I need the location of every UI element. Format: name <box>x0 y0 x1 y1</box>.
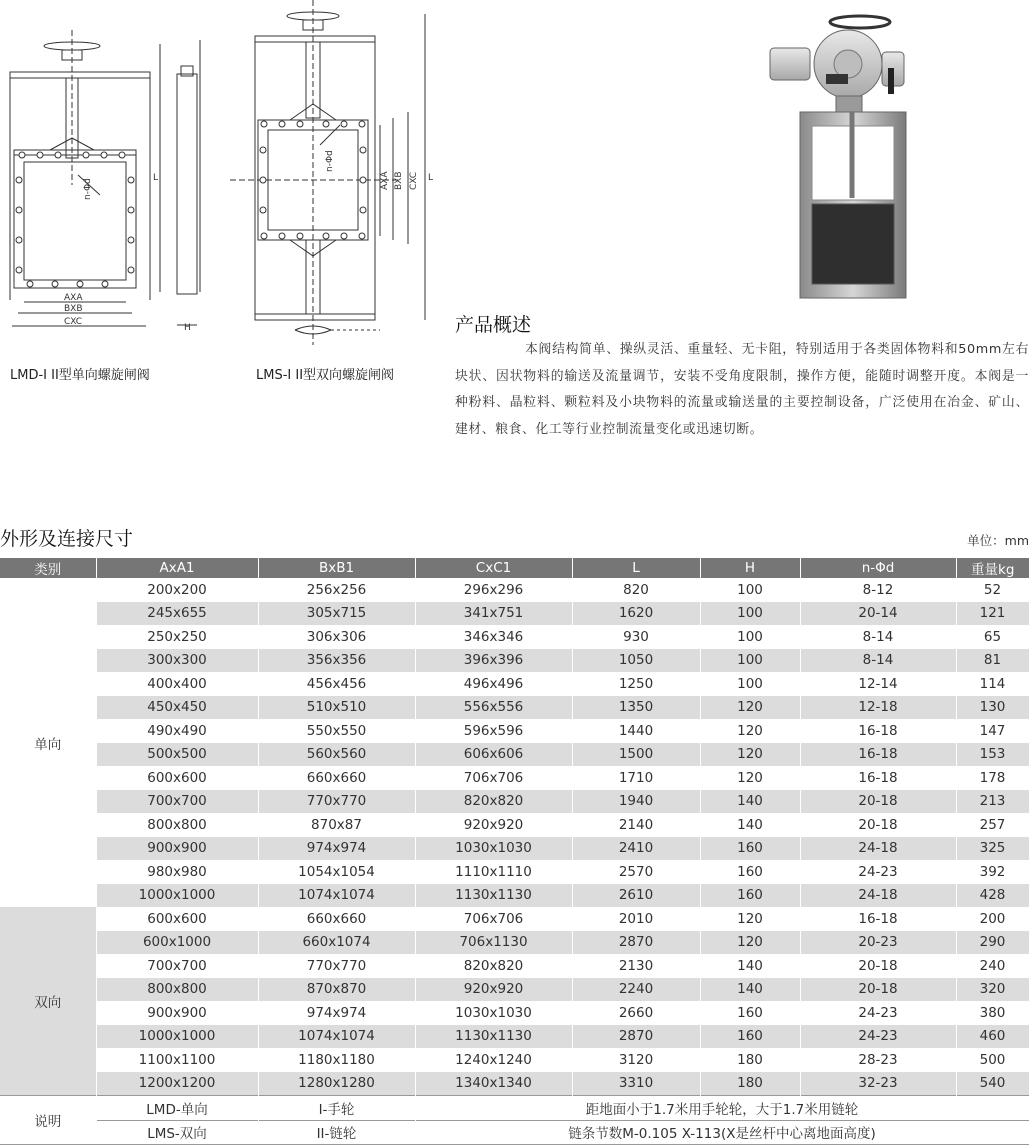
table-cell: 870x870 <box>258 978 415 1002</box>
table-cell: 24-18 <box>800 884 956 908</box>
table-cell: 396x396 <box>415 649 572 673</box>
table-cell: 870x87 <box>258 813 415 837</box>
table-cell: 706x706 <box>415 766 572 790</box>
table-row <box>0 813 1029 837</box>
table-cell: 12-18 <box>800 696 956 720</box>
table-cell: 8-14 <box>800 625 956 649</box>
table-cell: 380 <box>956 1001 1029 1025</box>
table-cell: 450x450 <box>96 696 258 720</box>
table-cell: 1030x1030 <box>415 837 572 861</box>
table-cell: 1240x1240 <box>415 1048 572 1072</box>
table-row <box>0 766 1029 790</box>
table-cell: 490x490 <box>96 719 258 743</box>
lmd-valve-drawing <box>0 30 215 345</box>
table-cell: 1250 <box>572 672 700 696</box>
table-cell: 356x356 <box>258 649 415 673</box>
column-header: H <box>700 558 800 578</box>
table-cell: 510x510 <box>258 696 415 720</box>
table-cell: 140 <box>700 978 800 1002</box>
table-cell: 600x600 <box>96 907 258 931</box>
table-row <box>0 672 1029 696</box>
table-cell: 706x1130 <box>415 931 572 955</box>
table-cell: 120 <box>700 696 800 720</box>
table-cell: 300x300 <box>96 649 258 673</box>
table-cell: 980x980 <box>96 860 258 884</box>
nphid-label: n-Φd <box>83 178 93 200</box>
table-cell: 1340x1340 <box>415 1072 572 1096</box>
table-cell: 120 <box>700 743 800 767</box>
note-wheel-cell: I-手轮 <box>258 1096 415 1121</box>
table-cell: 120 <box>700 766 800 790</box>
notes-label-cell: 说明 <box>0 1096 96 1145</box>
table-cell: 820x820 <box>415 790 572 814</box>
table-cell: 900x900 <box>96 1001 258 1025</box>
table-cell: 1710 <box>572 766 700 790</box>
table-cell: 2570 <box>572 860 700 884</box>
table-cell: 20-18 <box>800 790 956 814</box>
table-cell: 660x660 <box>258 766 415 790</box>
table-cell: 2410 <box>572 837 700 861</box>
column-header: 类别 <box>0 558 96 578</box>
table-cell: 2870 <box>572 931 700 955</box>
table-cell: 140 <box>700 790 800 814</box>
table-cell: 596x596 <box>415 719 572 743</box>
table-cell: 1054x1054 <box>258 860 415 884</box>
table-cell: 320 <box>956 978 1029 1002</box>
bxb-label: BXB <box>64 304 83 314</box>
table-cell: 400x400 <box>96 672 258 696</box>
table-cell: 147 <box>956 719 1029 743</box>
table-row <box>0 1048 1029 1072</box>
category-cell: 单向 <box>0 578 96 907</box>
table-cell: 1620 <box>572 602 700 626</box>
table-cell: 160 <box>700 860 800 884</box>
table-cell: 800x800 <box>96 813 258 837</box>
table-cell: 3310 <box>572 1072 700 1096</box>
column-header: CxC1 <box>415 558 572 578</box>
table-cell: 428 <box>956 884 1029 908</box>
axa-label: AXA <box>64 293 83 303</box>
table-cell: 1000x1000 <box>96 1025 258 1049</box>
table-cell: 140 <box>700 954 800 978</box>
table-cell: 160 <box>700 1001 800 1025</box>
table-cell: 560x560 <box>258 743 415 767</box>
table-cell: 100 <box>700 602 800 626</box>
table-cell: 290 <box>956 931 1029 955</box>
table-cell: 700x700 <box>96 954 258 978</box>
table-cell: 600x1000 <box>96 931 258 955</box>
table-cell: 2140 <box>572 813 700 837</box>
table-cell: 820x820 <box>415 954 572 978</box>
unit-label: 单位：mm <box>967 533 1029 548</box>
table-row <box>0 578 1029 602</box>
table-cell: 1100x1100 <box>96 1048 258 1072</box>
table-cell: 540 <box>956 1072 1029 1096</box>
table-cell: 306x306 <box>258 625 415 649</box>
table-row <box>0 1001 1029 1025</box>
table-cell: 1440 <box>572 719 700 743</box>
table-cell: 20-18 <box>800 813 956 837</box>
note-type-cell: LMD-单向 <box>96 1096 258 1121</box>
column-header: L <box>572 558 700 578</box>
table-cell: 16-18 <box>800 719 956 743</box>
table-cell: 153 <box>956 743 1029 767</box>
table-cell: 325 <box>956 837 1029 861</box>
table-cell: 180 <box>700 1072 800 1096</box>
table-cell: 1350 <box>572 696 700 720</box>
table-cell: 100 <box>700 672 800 696</box>
table-cell: 24-23 <box>800 860 956 884</box>
table-cell: 1280x1280 <box>258 1072 415 1096</box>
table-row <box>0 743 1029 767</box>
table-row <box>0 1072 1029 1096</box>
column-header: AxA1 <box>96 558 258 578</box>
table-cell: 160 <box>700 884 800 908</box>
table-cell: 900x900 <box>96 837 258 861</box>
table-cell: 930 <box>572 625 700 649</box>
table-cell: 660x660 <box>258 907 415 931</box>
table-cell: 1200x1200 <box>96 1072 258 1096</box>
table-cell: 3120 <box>572 1048 700 1072</box>
table-row <box>0 954 1029 978</box>
column-header: n-Φd <box>800 558 956 578</box>
table-cell: 974x974 <box>258 1001 415 1025</box>
table-cell: 24-18 <box>800 837 956 861</box>
table-cell: 120 <box>700 907 800 931</box>
table-cell: 100 <box>700 625 800 649</box>
table-cell: 2660 <box>572 1001 700 1025</box>
l-label: L <box>153 173 159 183</box>
product-photo <box>760 8 920 300</box>
table-cell: 256x256 <box>258 578 415 602</box>
note-remark-cell: 链条节数M-0.105 X-113(X是丝杆中心离地面高度) <box>415 1120 1029 1145</box>
table-cell: 2870 <box>572 1025 700 1049</box>
table-cell: 700x700 <box>96 790 258 814</box>
overview-text-block <box>455 337 1029 443</box>
table-cell: 20-14 <box>800 602 956 626</box>
table-cell: 8-12 <box>800 578 956 602</box>
lms-cxc-label: CXC <box>409 171 419 190</box>
table-cell: 140 <box>700 813 800 837</box>
table-cell: 820 <box>572 578 700 602</box>
lms-valve-drawing <box>230 0 440 352</box>
table-row <box>0 837 1029 861</box>
lms-caption: LMS-I II型双向螺旋闸阀 <box>256 368 395 383</box>
table-cell: 28-23 <box>800 1048 956 1072</box>
table-cell: 257 <box>956 813 1029 837</box>
table-row <box>0 625 1029 649</box>
table-cell: 213 <box>956 790 1029 814</box>
table-cell: 2240 <box>572 978 700 1002</box>
table-row <box>0 696 1029 720</box>
table-cell: 52 <box>956 578 1029 602</box>
table-cell: 500 <box>956 1048 1029 1072</box>
table-row <box>0 907 1029 931</box>
table-cell: 24-23 <box>800 1025 956 1049</box>
table-cell: 556x556 <box>415 696 572 720</box>
cxc-label: CXC <box>64 317 83 327</box>
table-cell: 920x920 <box>415 978 572 1002</box>
table-cell: 460 <box>956 1025 1029 1049</box>
column-header: 重量kg <box>956 558 1029 578</box>
table-cell: 100 <box>700 578 800 602</box>
table-cell: 305x715 <box>258 602 415 626</box>
table-cell: 178 <box>956 766 1029 790</box>
table-cell: 770x770 <box>258 954 415 978</box>
table-cell: 250x250 <box>96 625 258 649</box>
table-row <box>0 602 1029 626</box>
table-cell: 240 <box>956 954 1029 978</box>
table-cell: 16-18 <box>800 907 956 931</box>
table-cell: 100 <box>700 649 800 673</box>
table-cell: 20-23 <box>800 931 956 955</box>
table-cell: 12-14 <box>800 672 956 696</box>
table-cell: 660x1074 <box>258 931 415 955</box>
overview-heading: 产品概述 <box>455 314 532 336</box>
table-cell: 1074x1074 <box>258 1025 415 1049</box>
lmd-caption: LMD-I II型单向螺旋闸阀 <box>10 368 150 383</box>
category-cell: 双向 <box>0 907 96 1096</box>
table-header-row <box>0 558 1029 578</box>
table-cell: 160 <box>700 1025 800 1049</box>
table-row <box>0 860 1029 884</box>
table-row <box>0 719 1029 743</box>
table-cell: 2130 <box>572 954 700 978</box>
table-cell: 296x296 <box>415 578 572 602</box>
table-row <box>0 649 1029 673</box>
table-cell: 1940 <box>572 790 700 814</box>
lms-axa-label: AXA <box>380 171 390 190</box>
table-cell: 114 <box>956 672 1029 696</box>
table-cell: 346x346 <box>415 625 572 649</box>
table-row <box>0 884 1029 908</box>
note-row <box>0 1096 1029 1121</box>
table-cell: 180 <box>700 1048 800 1072</box>
table-cell: 2010 <box>572 907 700 931</box>
table-cell: 456x456 <box>258 672 415 696</box>
table-cell: 20-18 <box>800 978 956 1002</box>
table-cell: 24-23 <box>800 1001 956 1025</box>
table-row <box>0 1025 1029 1049</box>
table-cell: 32-23 <box>800 1072 956 1096</box>
table-cell: 1110x1110 <box>415 860 572 884</box>
table-cell: 1130x1130 <box>415 884 572 908</box>
table-cell: 20-18 <box>800 954 956 978</box>
table-cell: 1030x1030 <box>415 1001 572 1025</box>
table-cell: 706x706 <box>415 907 572 931</box>
table-cell: 1180x1180 <box>258 1048 415 1072</box>
dimensions-heading: 外形及连接尺寸 <box>0 528 134 550</box>
table-cell: 606x606 <box>415 743 572 767</box>
table-cell: 800x800 <box>96 978 258 1002</box>
table-cell: 600x600 <box>96 766 258 790</box>
table-cell: 16-18 <box>800 743 956 767</box>
lms-bxb-label: BXB <box>394 171 404 190</box>
table-cell: 16-18 <box>800 766 956 790</box>
table-cell: 392 <box>956 860 1029 884</box>
table-cell: 550x550 <box>258 719 415 743</box>
lms-nphid-label: n-Φd <box>325 150 335 172</box>
note-type-cell: LMS-双向 <box>96 1120 258 1145</box>
column-header: BxB1 <box>258 558 415 578</box>
table-cell: 160 <box>700 837 800 861</box>
table-cell: 120 <box>700 719 800 743</box>
table-cell: 8-14 <box>800 649 956 673</box>
table-row <box>0 931 1029 955</box>
lms-l-label: L <box>428 173 434 183</box>
table-cell: 130 <box>956 696 1029 720</box>
overview-text: 本阀结构简单、操纵灵活、重量轻、无卡阻，特别适用于各类固体物料和50mm左右块状、因状物料的输送及流量调节，安装不受角度限制，操作方便，能随时调整开度。本阀是一种粉料、晶粒料、颗粒料及小块物料的流量或输送量的主要控制设备，广泛使用在冶金、矿山、建材、粮食、化工等行业控制流量变化或迅速切断。 <box>455 342 1029 437</box>
table-cell: 200 <box>956 907 1029 931</box>
note-row <box>0 1120 1029 1145</box>
table-body <box>0 578 1029 1145</box>
table-cell: 341x751 <box>415 602 572 626</box>
table-cell: 1000x1000 <box>96 884 258 908</box>
table-row <box>0 790 1029 814</box>
note-remark-cell: 距地面小于1.7米用手轮轮，大于1.7米用链轮 <box>415 1096 1029 1121</box>
table-cell: 81 <box>956 649 1029 673</box>
dimensions-table <box>0 558 1029 1145</box>
table-cell: 770x770 <box>258 790 415 814</box>
table-cell: 920x920 <box>415 813 572 837</box>
table-cell: 245x655 <box>96 602 258 626</box>
table-cell: 496x496 <box>415 672 572 696</box>
table-cell: 200x200 <box>96 578 258 602</box>
table-cell: 120 <box>700 931 800 955</box>
table-cell: 1050 <box>572 649 700 673</box>
h-label: H <box>184 323 191 333</box>
table-cell: 1500 <box>572 743 700 767</box>
table-cell: 1130x1130 <box>415 1025 572 1049</box>
table-cell: 1074x1074 <box>258 884 415 908</box>
table-cell: 121 <box>956 602 1029 626</box>
table-cell: 500x500 <box>96 743 258 767</box>
table-cell: 974x974 <box>258 837 415 861</box>
note-wheel-cell: II-链轮 <box>258 1120 415 1145</box>
table-cell: 65 <box>956 625 1029 649</box>
table-cell: 2610 <box>572 884 700 908</box>
table-row <box>0 978 1029 1002</box>
